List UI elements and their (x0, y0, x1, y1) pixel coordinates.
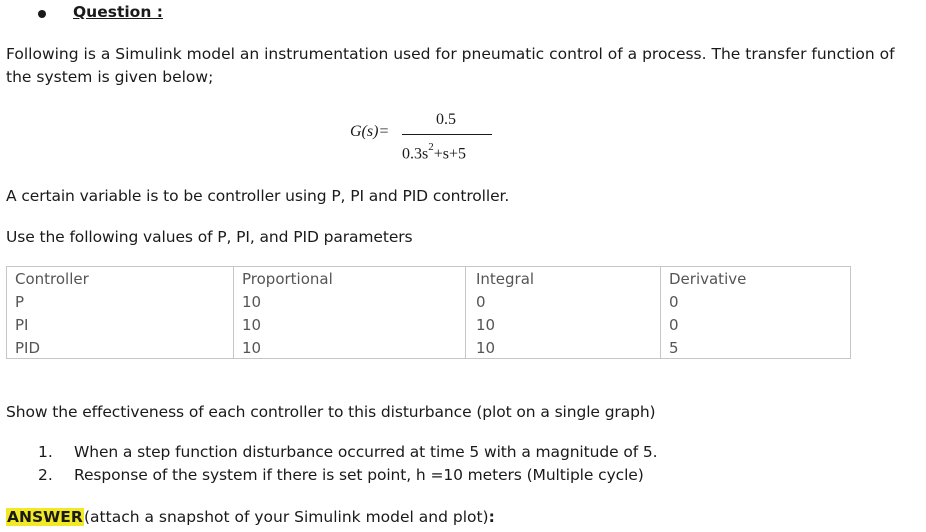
effectiveness-paragraph: Show the effectiveness of each controller to this disturbance (plot on a single graph) (6, 403, 656, 421)
fraction-bar (402, 134, 492, 135)
parameters-paragraph: Use the following values of P, PI, and PID parameters (6, 228, 413, 246)
table-top-border (6, 266, 233, 267)
list-item-number: 1. (38, 443, 53, 461)
equation-lhs-text: G(s)= (350, 123, 390, 140)
table-top-border (465, 266, 660, 267)
table-cell: PID (15, 339, 41, 357)
table-column-divider (850, 266, 851, 359)
table-cell: 10 (242, 316, 262, 334)
denominator-coef: 0.3s (402, 145, 429, 163)
header-controller: Controller (15, 270, 89, 288)
header-proportional: Proportional (242, 270, 333, 288)
table-cell: 5 (669, 339, 679, 357)
answer-text: (attach a snapshot of your Simulink model and plot) (84, 508, 489, 526)
table-top-border (660, 266, 850, 267)
equation-denominator (402, 143, 466, 163)
equation-numerator: 0.5 (436, 111, 456, 128)
table-bottom-border (6, 358, 233, 359)
list-item: When a step function disturbance occurred at time 5 with a magnitude of 5. (74, 443, 658, 461)
answer-label: ANSWER (7, 508, 83, 526)
intro-paragraph: Following is a Simulink model an instrumentation used for pneumatic control of a process. The transfer function of the system is given below; (6, 45, 895, 86)
header-derivative: Derivative (669, 270, 747, 288)
answer-instruction (84, 508, 495, 526)
denominator-rest: +s+5 (433, 145, 467, 163)
table-cell: 10 (476, 339, 496, 357)
table-cell: 0 (669, 293, 679, 311)
header-integral: Integral (476, 270, 535, 288)
list-item: Response of the system if there is set point, h =10 meters (Multiple cycle) (74, 466, 644, 484)
list-item-number: 2. (38, 466, 53, 484)
table-cell: P (15, 293, 25, 311)
denominator-exponent: 2 (428, 141, 434, 153)
table-cell: PI (15, 316, 29, 334)
controller-paragraph: A certain variable is to be controller using P, PI and PID controller. (6, 187, 510, 205)
table-cell: 0 (669, 316, 679, 334)
table-column-divider (660, 266, 661, 359)
question-heading: Question : (73, 3, 163, 21)
table-cell: 0 (476, 293, 486, 311)
table-column-divider (6, 266, 7, 359)
table-cell: 10 (242, 293, 262, 311)
bullet-icon (38, 10, 46, 18)
table-bottom-border (660, 358, 850, 359)
table-bottom-border (465, 358, 660, 359)
table-top-border (233, 266, 465, 267)
equation-lhs (350, 123, 389, 141)
table-cell: 10 (242, 339, 262, 357)
table-column-divider (233, 266, 234, 359)
answer-colon: : (488, 508, 495, 526)
table-bottom-border (233, 358, 465, 359)
table-column-divider (465, 266, 466, 359)
table-cell: 10 (476, 316, 496, 334)
